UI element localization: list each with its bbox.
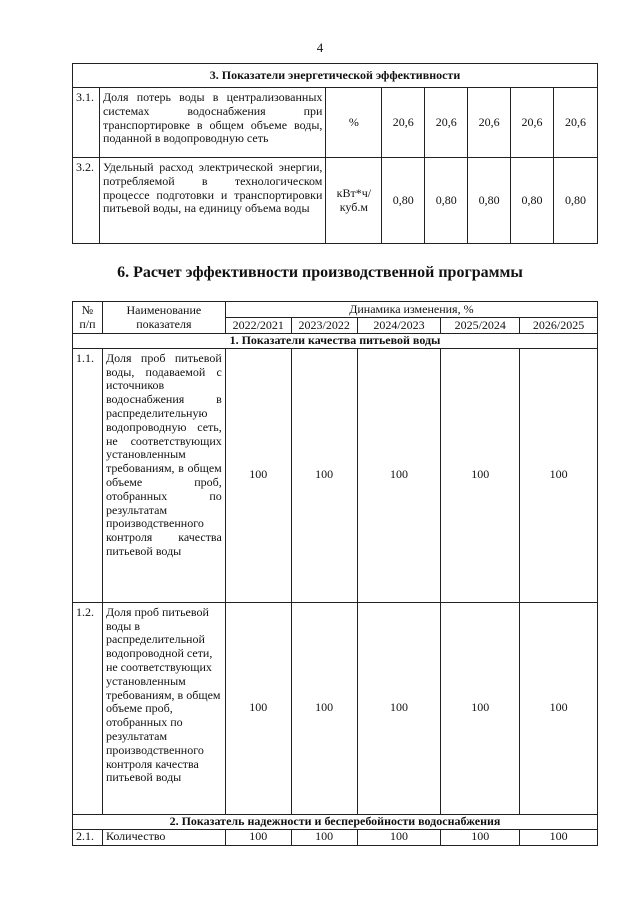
section-title-reliability: 2. Показатель надежности и бесперебойности водоснабжения xyxy=(73,814,598,829)
section-heading: 6. Расчет эффективности производственной программы xyxy=(117,264,523,281)
indicator-name: Удельный расход электрической энергии, потребляемой в технологическом процессе подготовки и транспортировки питьевой воды, на единицу объема воды xyxy=(99,158,325,244)
value-cell: 100 xyxy=(225,602,291,814)
unit-cell: % xyxy=(326,88,382,158)
indicator-name: Доля проб питьевой воды, подаваемой с источников водоснабжения в распределительную водопроводную сеть, не соответствующих установленным требованиям, в общем объеме проб, отобранных по результатам производственного контроля качества питьевой воды xyxy=(102,348,225,602)
value-cell: 100 xyxy=(291,829,357,845)
energy-efficiency-table xyxy=(72,63,598,244)
row-number: 2.1. xyxy=(73,829,103,845)
table-row xyxy=(73,602,598,814)
value-cell: 0,80 xyxy=(382,158,425,244)
value-cell: 100 xyxy=(357,602,441,814)
header-year: 2022/2021 xyxy=(225,318,291,334)
value-cell: 100 xyxy=(357,829,441,845)
value-cell: 0,80 xyxy=(468,158,511,244)
row-number: 3.1. xyxy=(73,88,100,158)
header-year: 2026/2025 xyxy=(520,318,598,334)
header-year: 2024/2023 xyxy=(357,318,441,334)
header-year: 2023/2022 xyxy=(291,318,357,334)
value-cell: 100 xyxy=(441,348,520,602)
value-cell: 100 xyxy=(291,348,357,602)
value-cell: 100 xyxy=(291,602,357,814)
value-cell: 20,6 xyxy=(511,88,554,158)
header-year: 2025/2024 xyxy=(441,318,520,334)
value-cell: 20,6 xyxy=(382,88,425,158)
section-title-quality: 1. Показатели качества питьевой воды xyxy=(73,334,598,349)
value-cell: 0,80 xyxy=(511,158,554,244)
value-cell: 100 xyxy=(441,602,520,814)
header-indicator-name: Наименование показателя xyxy=(102,302,225,334)
value-cell: 100 xyxy=(520,348,598,602)
section-title-energy: 3. Показатели энергетической эффективности xyxy=(73,64,598,88)
value-cell: 100 xyxy=(520,829,598,845)
table-row xyxy=(73,348,598,602)
indicator-name: Доля потерь воды в централизованных системах водоснабжения при транспортировке в общем объеме воды, поданной в водопроводную сеть xyxy=(99,88,325,158)
unit-cell: кВт*ч/ куб.м xyxy=(326,158,382,244)
header-dynamics: Динамика изменения, % xyxy=(225,302,597,318)
indicator-name: Доля проб питьевой воды в распределительной водопроводной сети, не соответствующих установленным требованиям, в общем объеме проб, отобранных по результатам производственного контроля качества питьевой воды xyxy=(102,602,225,814)
table-row xyxy=(73,158,598,244)
value-cell: 100 xyxy=(520,602,598,814)
page-number: 4 xyxy=(316,40,324,55)
table-row xyxy=(73,829,598,845)
value-cell: 100 xyxy=(225,829,291,845)
value-cell: 100 xyxy=(225,348,291,602)
program-efficiency-table xyxy=(72,301,598,846)
value-cell: 0,80 xyxy=(554,158,598,244)
row-number: 1.1. xyxy=(73,348,103,602)
table-row xyxy=(73,88,598,158)
indicator-name: Количество xyxy=(102,829,225,845)
header-number: № п/п xyxy=(73,302,103,334)
value-cell: 100 xyxy=(441,829,520,845)
row-number: 3.2. xyxy=(73,158,100,244)
value-cell: 20,6 xyxy=(554,88,598,158)
value-cell: 20,6 xyxy=(468,88,511,158)
value-cell: 0,80 xyxy=(425,158,468,244)
value-cell: 100 xyxy=(357,348,441,602)
value-cell: 20,6 xyxy=(425,88,468,158)
row-number: 1.2. xyxy=(73,602,103,814)
